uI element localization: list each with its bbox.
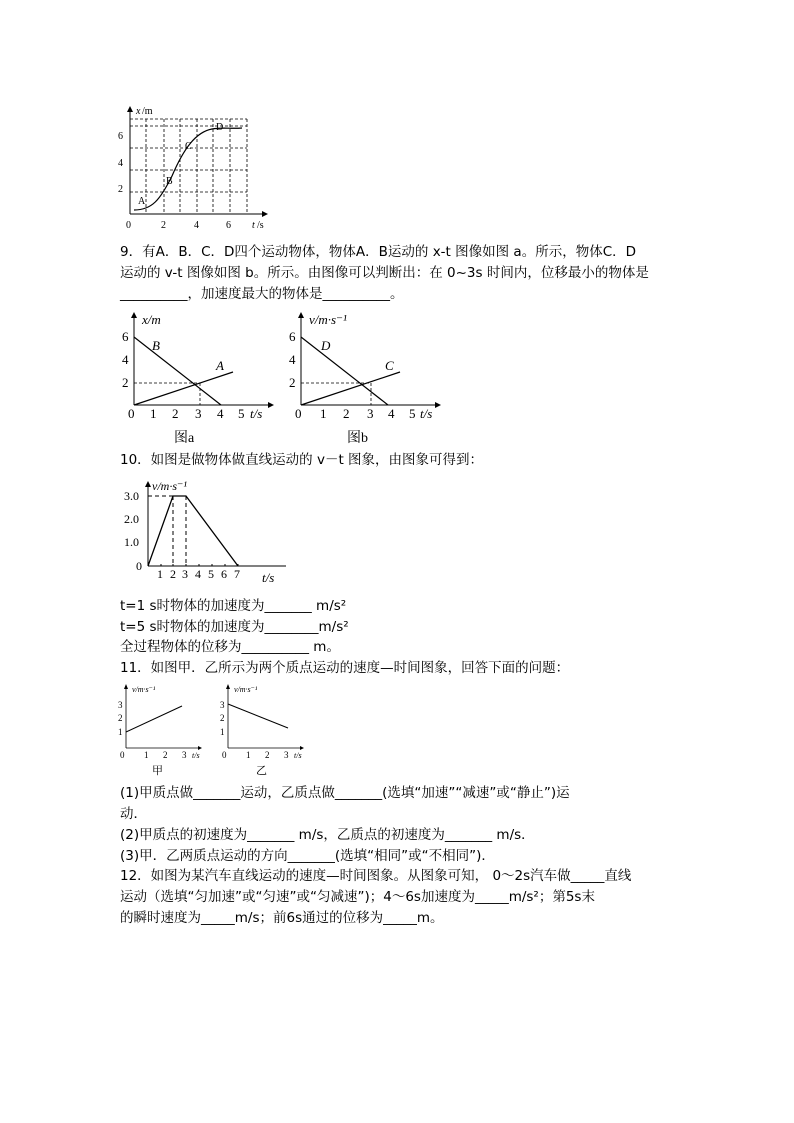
fig-b-ytick-2: 2 [289,375,296,390]
top-ylabel-var: x [136,106,141,117]
yi-ytick-1: 1 [220,727,225,737]
fig-b-xtick-0: 0 [295,406,302,421]
top-point-c: C [185,141,192,152]
jia-xtick-1: 1 [144,750,149,760]
top-ytick-6: 6 [118,131,123,142]
q10-xtick-1: 1 [157,567,163,581]
fig-b-ytick-6: 6 [289,329,296,344]
fig-a-caption: 图a [174,431,195,446]
q11-fig-yi [218,682,308,778]
q10-ytick-3: 3.0 [124,489,139,503]
fig-a-line-a: A [216,358,224,373]
jia-xtick-2: 2 [163,750,168,760]
q10-ylabel: v/m·s⁻¹ [152,479,187,493]
q10-ytick-0: 0 [136,559,142,573]
fig-a-xtick-1: 1 [150,406,157,421]
fig-b-xtick-3: 3 [367,406,374,421]
top-point-a: A [138,196,146,207]
q10-xtick-6: 6 [221,567,227,581]
q12-line-3: 的瞬时速度为_____m/s；前6s通过的位移为_____m。 [120,910,444,926]
jia-ytick-1: 1 [118,727,123,737]
fig-a-xtick-0: 0 [128,406,135,421]
q10-line-3: t=5 s时物体的加速度为________m/s² [120,619,349,635]
fig-b-xtick-1: 1 [320,406,327,421]
fig-a [118,310,278,450]
q10-xtick-4: 4 [195,567,201,581]
top-xtick-4: 4 [194,220,199,231]
fig-b-line-d: D [321,338,331,353]
q10-ytick-2: 2.0 [124,512,139,526]
q10-line-1: 10．如图是做物体做直线运动的 v－t 图象，由图象可得到： [120,452,484,468]
fig-a-xtick-3: 3 [195,406,202,421]
q12-line-1: 12．如图为某汽车直线运动的速度—时间图象。从图象可知， 0～2s汽车做_____直线 [120,868,632,884]
fig-b-line-c: C [385,358,394,373]
q10-xtick-3: 3 [182,567,188,581]
yi-xlabel: t/s [294,751,302,760]
fig-a-xlabel: t/s [250,406,263,421]
top-ytick-2: 2 [118,184,123,195]
top-ylabel-unit: /m [142,106,153,117]
top-point-b: B [166,176,173,187]
jia-ytick-2: 2 [118,713,123,723]
top-xlabel-unit: /s [257,220,264,231]
fig-a-xtick-5: 5 [238,406,245,421]
q10-xtick-5: 5 [208,567,214,581]
q12-line-2: 运动（选填“匀加速”或“匀速”或“匀减速”)；4～6s加速度为_____m/s²；第5s末 [120,889,595,905]
yi-xtick-0: 0 [222,750,227,760]
yi-ylabel: v/m·s⁻¹ [234,685,258,694]
q10-xtick-7: 7 [234,567,240,581]
fig-b-ylabel: v/m·s⁻¹ [309,312,347,327]
jia-xtick-3: 3 [182,750,187,760]
yi-xtick-2: 2 [265,750,270,760]
fig-b-xtick-5: 5 [409,406,416,421]
top-xlabel-var: t [252,220,255,231]
fig-a-ytick-6: 6 [122,329,129,344]
yi-caption: 乙 [256,765,267,777]
jia-ytick-3: 3 [118,700,123,710]
q9-line-1: 9．有A．B．C．D四个运动物体，物体A．B运动的 x-t 图像如图 a。所示，物体C．D [120,244,637,260]
q10-vt-figure [120,476,300,588]
fig-a-ytick-4: 4 [122,352,129,367]
fig-a-ylabel: x/m [142,312,161,327]
fig-a-xtick-4: 4 [217,406,224,421]
fig-a-ytick-2: 2 [122,375,129,390]
yi-xtick-1: 1 [246,750,251,760]
q11-line-1: 11．如图甲．乙所示为两个质点运动的速度—时间图象，回答下面的问题： [120,660,570,676]
fig-b-xtick-4: 4 [388,406,395,421]
q11-line-3: 动． [120,806,147,822]
q11-line-4: (2)甲质点的初速度为_______ m/s，乙质点的初速度为_______ m/s． [120,827,535,843]
top-xtick-0: 0 [126,220,131,231]
q9-line-2: 运动的 v-t 图像如图 b。所示。由图像可以判断出：在 0~3s 时间内，位移最小的物体是 [120,265,649,281]
jia-ylabel: v/m·s⁻¹ [132,685,156,694]
top-xtick-2: 2 [161,220,166,231]
q10-ytick-1: 1.0 [124,535,139,549]
q10-xlabel: t/s [262,570,275,585]
jia-caption: 甲 [152,765,163,777]
q10-line-4: 全过程物体的位移为__________ m。 [120,639,340,655]
q10-line-2: t=1 s时物体的加速度为_______ m/s² [120,598,347,614]
fig-b-caption: 图b [347,431,368,446]
top-xt-figure [112,104,272,234]
jia-xlabel: t/s [192,751,200,760]
q11-fig-jia [116,682,206,778]
top-xtick-6: 6 [226,220,231,231]
q9-line-3: __________，加速度最大的物体是__________。 [120,286,404,302]
top-point-d: D [216,122,224,133]
fig-b-xlabel: t/s [420,406,433,421]
jia-xtick-0: 0 [120,750,125,760]
top-ytick-4: 4 [118,158,123,169]
fig-b-xtick-2: 2 [343,406,350,421]
q10-xtick-2: 2 [170,567,176,581]
q11-line-2: (1)甲质点做_______运动，乙质点做_______(选填“加速”“减速”或“静止”)运 [120,785,570,801]
fig-a-line-b: B [152,338,160,353]
fig-b [285,310,445,450]
yi-ytick-3: 3 [220,700,225,710]
fig-b-ytick-4: 4 [289,352,296,367]
yi-ytick-2: 2 [220,713,225,723]
fig-a-xtick-2: 2 [172,406,179,421]
yi-xtick-3: 3 [284,750,289,760]
q11-line-5: (3)甲．乙两质点运动的方向_______(选填“相同”或“不相同”)． [120,848,495,864]
